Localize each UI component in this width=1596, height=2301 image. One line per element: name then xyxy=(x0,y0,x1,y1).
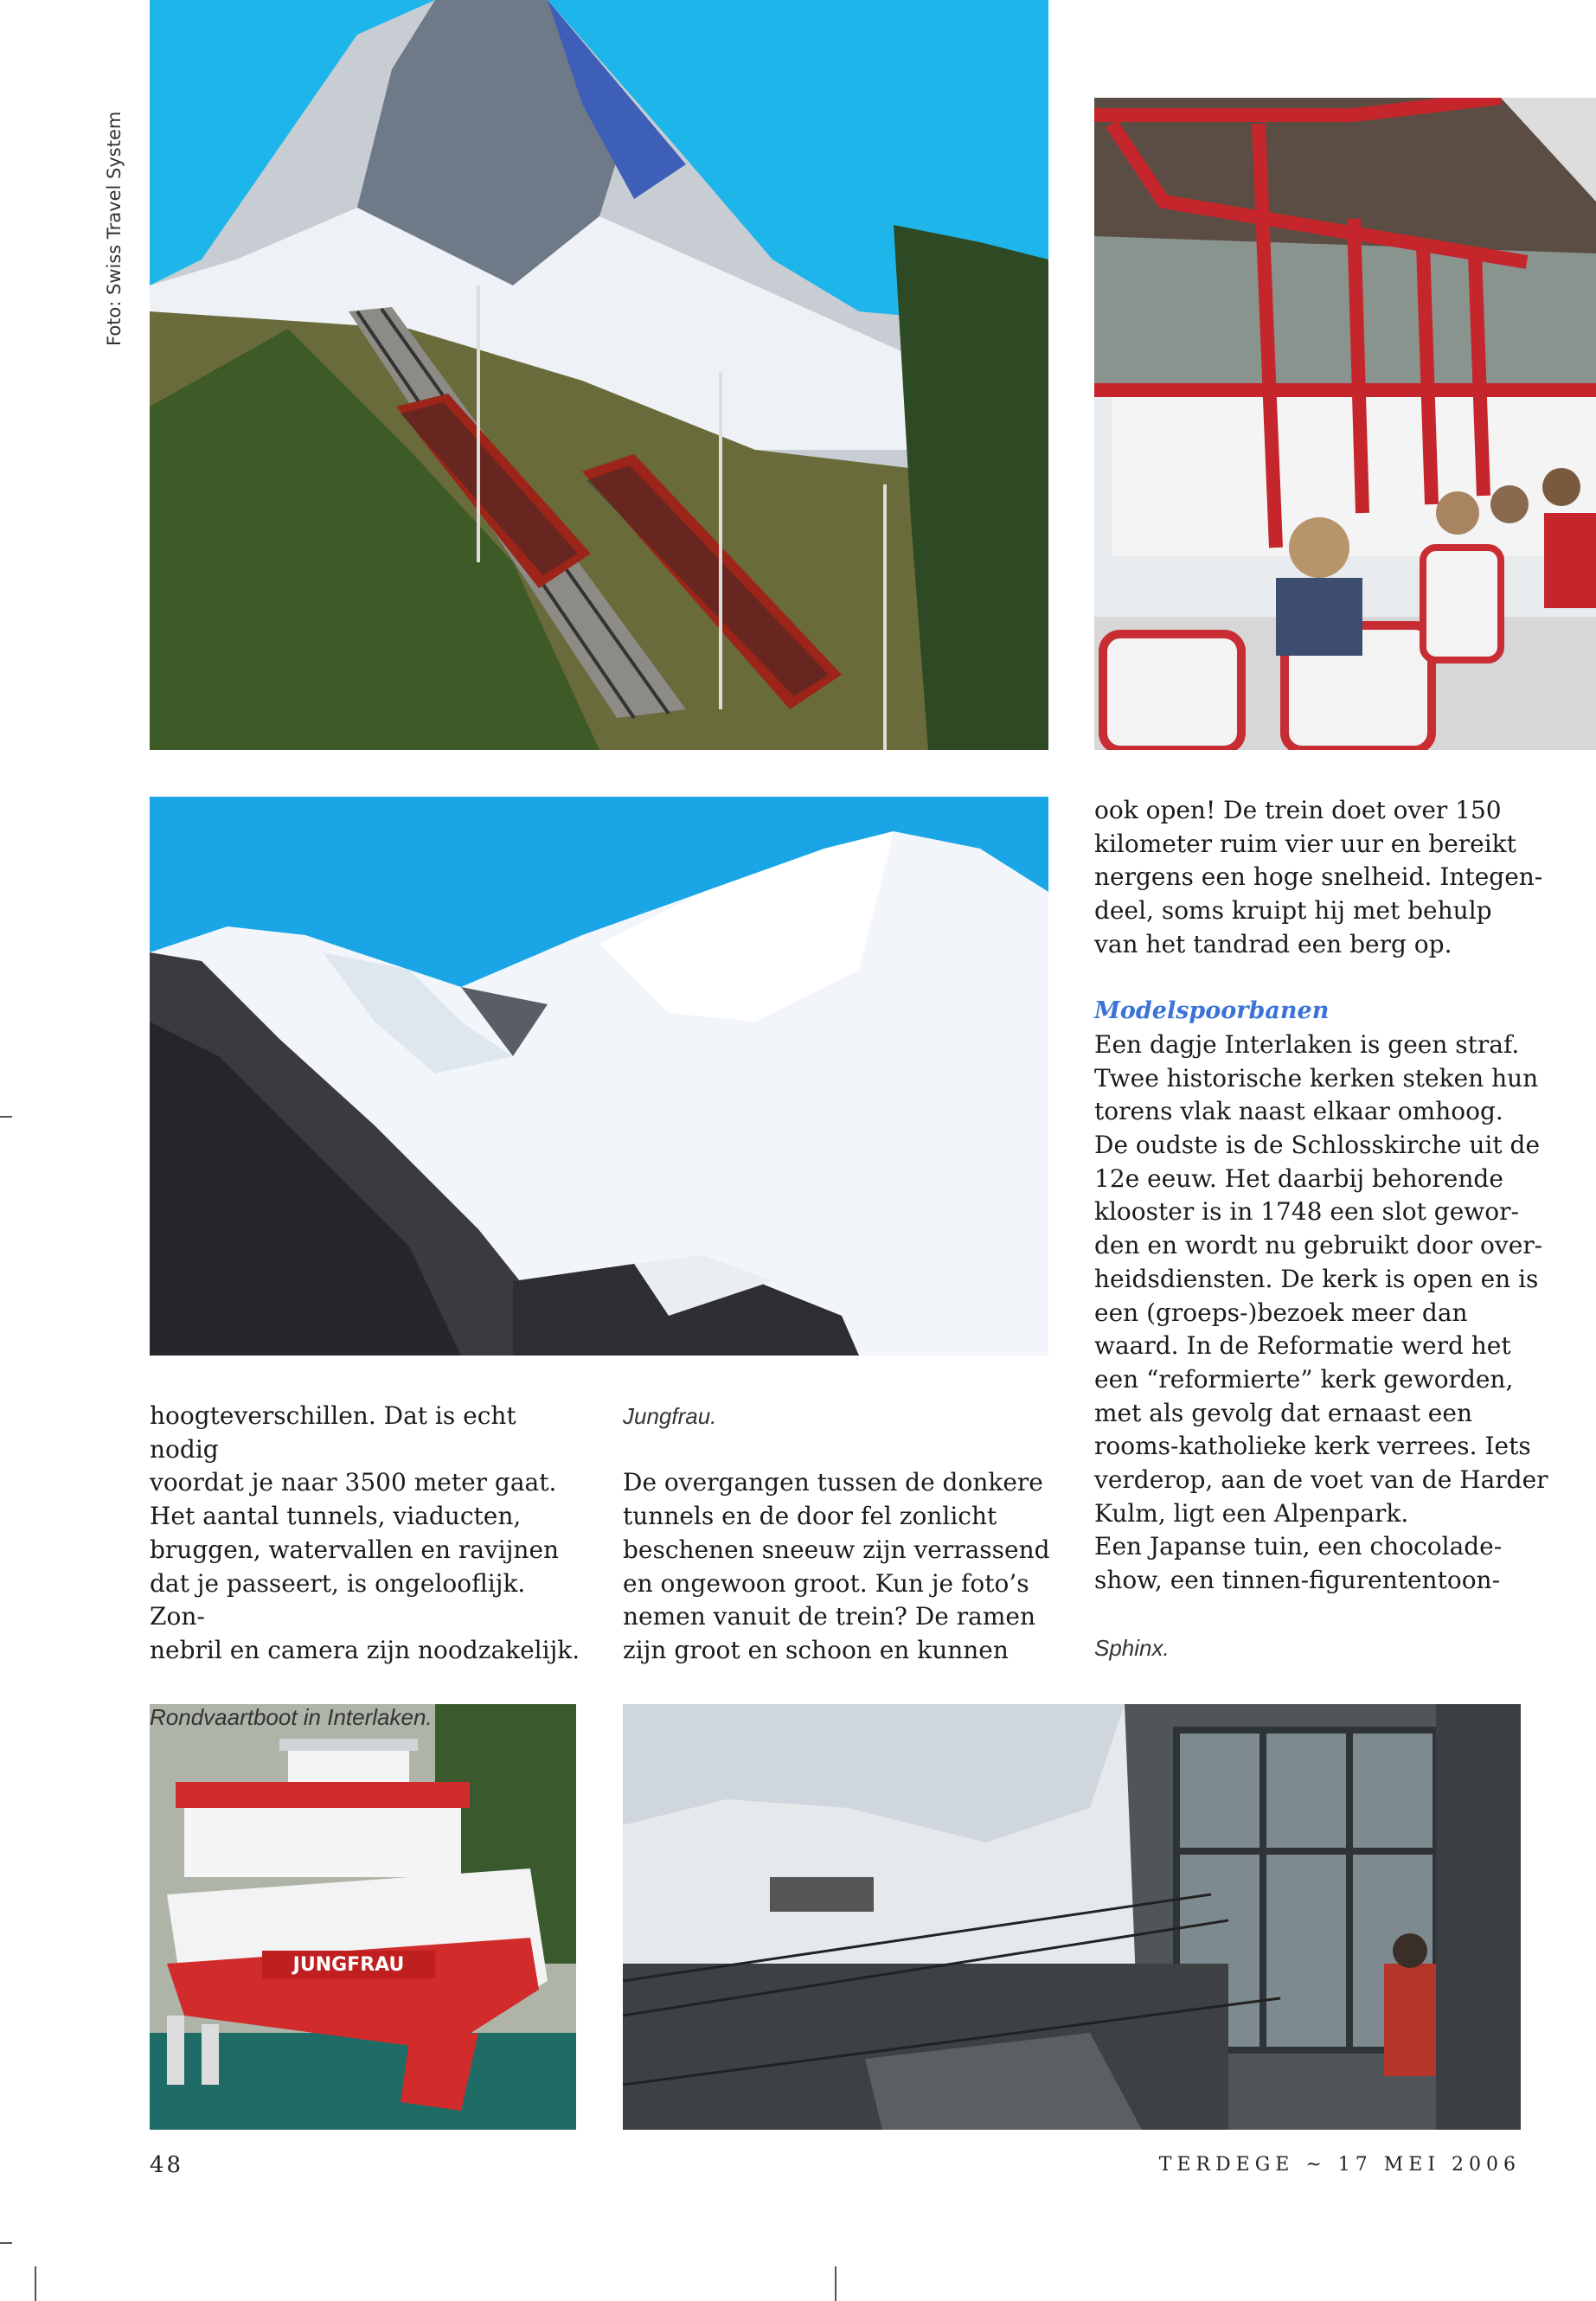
text-line: rooms-katholieke kerk verrees. Iets xyxy=(1094,1432,1531,1461)
page-number: 48 xyxy=(150,2152,184,2178)
text-line: klooster is in 1748 een slot gewor- xyxy=(1094,1197,1519,1227)
text-line: De oudste is de Schlosskirche uit de xyxy=(1094,1131,1541,1160)
text-line: en ongewoon groot. Kun je foto’s xyxy=(623,1568,1029,1598)
text-line: De overgangen tussen de donkere xyxy=(623,1468,1043,1497)
jungfrau-caption: Jungfrau. xyxy=(623,1403,717,1429)
text-line: bruggen, watervallen en ravijnen xyxy=(150,1535,560,1564)
text-line: zijn groot en schoon en kunnen xyxy=(623,1635,1009,1664)
crop-mark xyxy=(835,2266,836,2301)
text-line: Kulm, ligt een Alpenpark. xyxy=(1094,1498,1409,1528)
text-line: met als gevolg dat ernaast een xyxy=(1094,1398,1472,1427)
text-line: heidsdiensten. De kerk is open en is xyxy=(1094,1264,1539,1293)
text-line: voordat je naar 3500 meter gaat. xyxy=(150,1468,557,1497)
text-line: deel, soms kruipt hij met behulp xyxy=(1094,896,1492,926)
column-middle xyxy=(623,1400,1055,1668)
text-line: tunnels en de door fel zonlicht xyxy=(623,1502,997,1531)
boat-caption: Rondvaartboot in Interlaken. xyxy=(150,1704,433,1731)
crop-mark xyxy=(35,2266,36,2301)
crop-mark xyxy=(0,2242,12,2244)
crop-mark xyxy=(0,1116,12,1118)
text-line: waard. In de Reformatie werd het xyxy=(1094,1331,1511,1361)
text-line: torens vlak naast elkaar omhoog. xyxy=(1094,1097,1503,1126)
text-line: een (groeps-)bezoek meer dan xyxy=(1094,1298,1468,1327)
text-line: ook open! De trein doet over 150 xyxy=(1094,796,1502,824)
photo-credit: Foto: Swiss Travel System xyxy=(104,111,125,346)
magazine-footer: TERDEGE ~ 17 MEI 2006 xyxy=(1158,2154,1521,2176)
text-line: Een dagje Interlaken is geen straf. xyxy=(1094,1029,1520,1059)
text-line: Het aantal tunnels, viaducten, xyxy=(150,1502,522,1531)
text-line: den en wordt nu gebruikt door over- xyxy=(1094,1231,1543,1260)
text-line: van het tandrad een berg op. xyxy=(1094,929,1452,958)
text-line: nebril en camera zijn noodzakelijk. xyxy=(150,1635,580,1664)
text-line: show, een tinnen-figurententoon- xyxy=(1094,1566,1501,1595)
sphinx-caption: Sphinx. xyxy=(1094,1634,1170,1661)
text-line: kilometer ruim vier uur en bereikt xyxy=(1094,829,1516,858)
text-line: 12e eeuw. Het daarbij behorende xyxy=(1094,1163,1503,1193)
column-left xyxy=(150,1400,582,1734)
text-line: beschenen sneeuw zijn verrassend xyxy=(623,1535,1050,1564)
jungfrau-photo xyxy=(150,797,1048,1356)
text-line: nergens een hoge snelheid. Integen- xyxy=(1094,862,1543,892)
text-line: Twee historische kerken steken hun xyxy=(1094,1063,1539,1093)
section-heading: Modelspoorbanen xyxy=(1094,997,1330,1025)
text-line: hoogteverschillen. Dat is echt nodig xyxy=(150,1401,516,1464)
panorama-coach-photo xyxy=(1094,98,1596,750)
matterhorn-train-photo xyxy=(150,0,1048,750)
text-line: een “reformierte” kerk geworden, xyxy=(1094,1364,1514,1394)
text-line: nemen vanuit de trein? De ramen xyxy=(623,1602,1035,1631)
column-right xyxy=(1094,794,1561,1664)
text-line: Een Japanse tuin, een chocolade- xyxy=(1094,1532,1503,1561)
boat-photo xyxy=(150,1704,576,2130)
text-line: dat je passeert, is ongelooflijk. Zon- xyxy=(150,1568,526,1631)
text-line: verderop, aan de voet van de Harder xyxy=(1094,1465,1548,1495)
sphinx-photo xyxy=(623,1704,1521,2130)
boat-name-sign: JUNGFRAU xyxy=(292,1954,405,1976)
